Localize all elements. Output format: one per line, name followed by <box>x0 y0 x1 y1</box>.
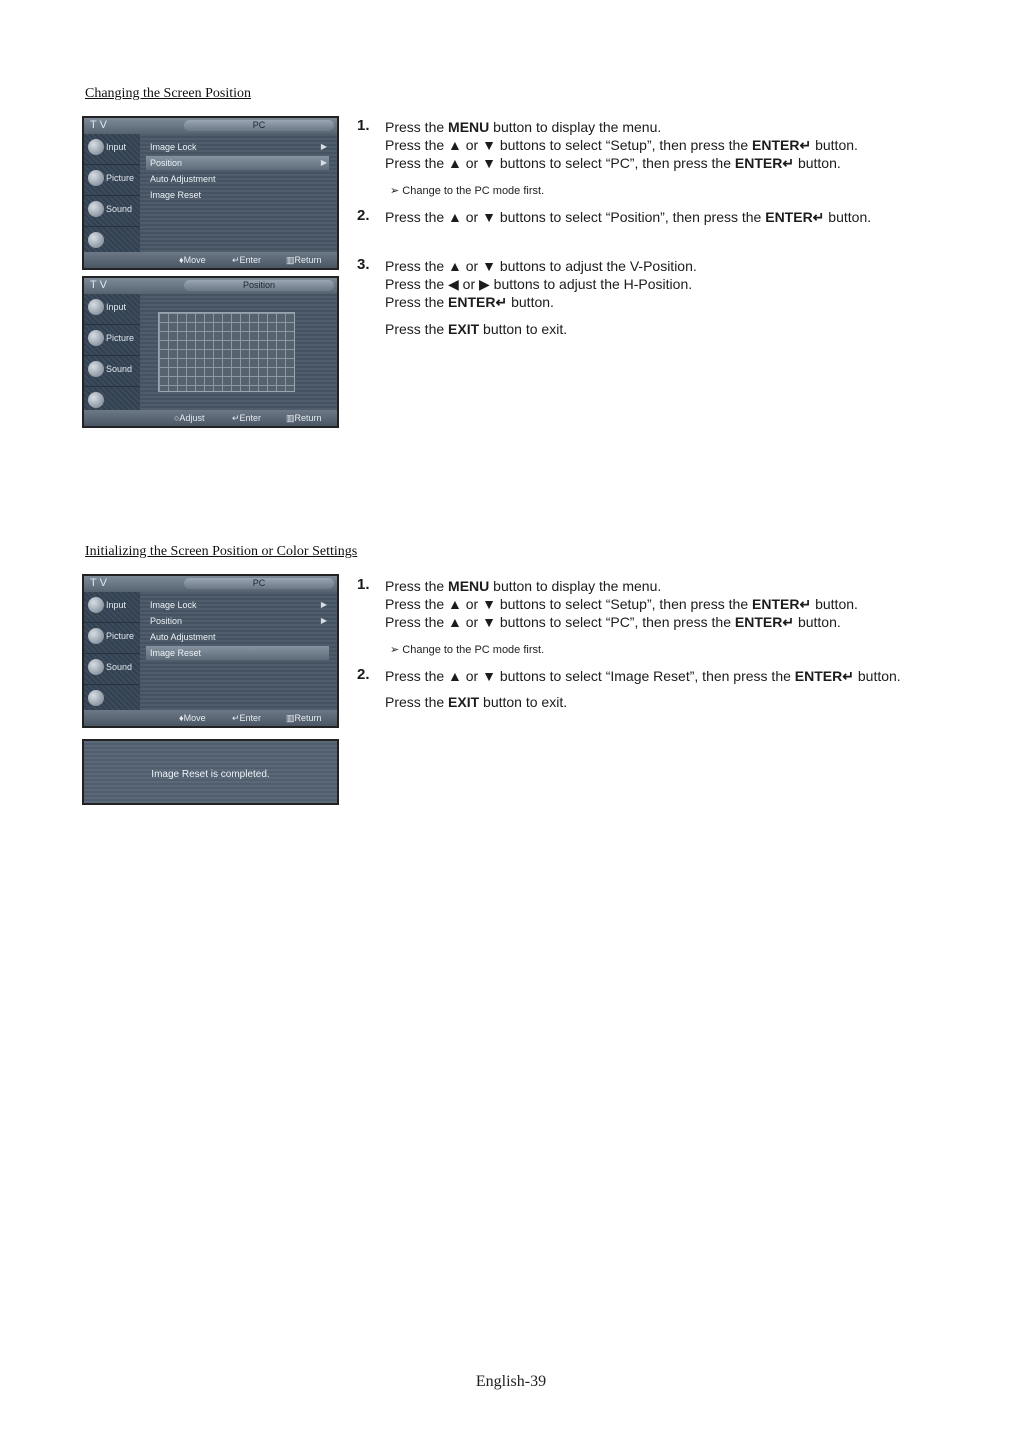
sound-icon <box>88 361 104 377</box>
input-icon <box>88 597 104 613</box>
menu-pill: PC <box>184 120 334 131</box>
menu-item-image-reset: Image Reset <box>150 190 202 200</box>
menu-item-image-reset-selected: Image Reset <box>146 646 329 660</box>
channel-icon <box>88 690 104 706</box>
position-grid <box>158 312 295 392</box>
picture-icon <box>88 330 104 346</box>
section-title-screen-position: Changing the Screen Position <box>85 86 252 101</box>
image-reset-banner: Image Reset is completed. <box>82 739 339 805</box>
step1-line3: Press the ▲ or ▼ buttons to select “PC”, then press the ENTER↵ button. <box>385 155 841 171</box>
sound-icon <box>88 659 104 675</box>
tv-menu-position: T V Position Input Picture Sound ○Adjust ↵Enter ▥Return <box>82 276 339 428</box>
channel-icon <box>88 232 104 248</box>
sound-icon <box>88 201 104 217</box>
input-icon <box>88 299 104 315</box>
menu-item-image-lock: Image Lock ▶ <box>150 142 327 152</box>
section-title-initializing: Initializing the Screen Position or Color Settings <box>85 544 358 559</box>
picture-icon <box>88 628 104 644</box>
input-icon <box>88 139 104 155</box>
picture-icon <box>88 170 104 186</box>
menu-tv-label: T V <box>90 119 107 131</box>
step1-line2: Press the ▲ or ▼ buttons to select “Setup”, then press the ENTER↵ button. <box>385 137 858 153</box>
step1-line1: Press the MENU button to display the menu. <box>385 119 662 135</box>
page-number: English-39 <box>475 1373 547 1390</box>
menu-sidebar: Input Picture Sound <box>84 134 140 252</box>
tv-menu-pc-2: T V PC Input Picture Sound Image Lock ▶ Position ▶ Auto Adjustment Image Reset ♦Move ↵Enter ▥Return <box>82 574 339 728</box>
tv-menu-pc <box>82 116 339 270</box>
menu-item-auto-adjustment: Auto Adjustment <box>150 174 216 184</box>
menu-footer: ♦Move ↵Enter ▥Return <box>84 252 337 268</box>
menu-item-position: Position ▶ <box>146 156 329 170</box>
step2-line: Press the ▲ or ▼ buttons to select “Position”, then press the ENTER↵ button. <box>385 209 872 225</box>
note-pc-mode: ➢ Change to the PC mode first. <box>390 185 545 197</box>
channel-icon <box>88 392 104 408</box>
step-number: 1. <box>357 117 370 134</box>
